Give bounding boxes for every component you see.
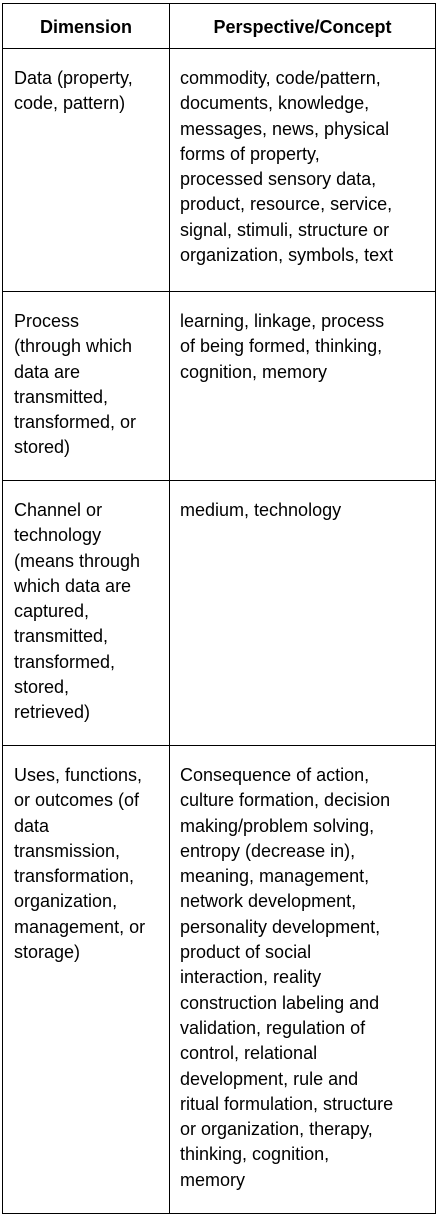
- concept-cell: [170, 292, 436, 481]
- concept-text: medium, technology: [180, 500, 342, 520]
- header-dimension: [3, 4, 170, 49]
- dimension-cell: [3, 292, 170, 481]
- header-perspective-concept: [170, 4, 436, 49]
- dimension-concept-table: [2, 3, 436, 1214]
- table-row: [3, 49, 436, 292]
- table-row: [3, 746, 436, 1214]
- dimension-text: Process (through which data are transmitted, transformed, or stored): [14, 311, 137, 458]
- concept-text: commodity, code/pattern, documents, knowledge, messages, news, physical forms of property, processed sensory data, product, resource, service, signal, stimuli, structure or organization, symbols, text: [180, 68, 394, 266]
- dimension-cell: [3, 746, 170, 1214]
- header-dimension-label: Dimension: [39, 17, 132, 37]
- dimension-cell: [3, 481, 170, 746]
- header-perspective-concept-label: Perspective/Concept: [213, 17, 392, 37]
- concept-cell: [170, 746, 436, 1214]
- concept-text: Consequence of action, culture formation, decision making/problem solving, entropy (decrease in), meaning, management, network development, personality development, product of social interaction, reality construction labeling and validation, regulation of control, relational development, rule and ritual formulation, structure or organization, therapy, thinking, cognition, memory: [180, 765, 394, 1190]
- concept-cell: [170, 49, 436, 292]
- concept-cell: [170, 481, 436, 746]
- dimension-text: Data (property, code, pattern): [14, 68, 133, 114]
- concept-text: learning, linkage, process of being formed, thinking, cognition, memory: [180, 311, 385, 382]
- dimension-text: Uses, functions, or outcomes (of data transmission, transformation, organization, management, or storage): [14, 765, 146, 963]
- table-header-row: [3, 4, 436, 49]
- dimension-cell: [3, 49, 170, 292]
- table-row: [3, 481, 436, 746]
- dimension-text: Channel or technology (means through which data are captured, transmitted, transformed, stored, retrieved): [14, 500, 141, 723]
- table-row: [3, 292, 436, 481]
